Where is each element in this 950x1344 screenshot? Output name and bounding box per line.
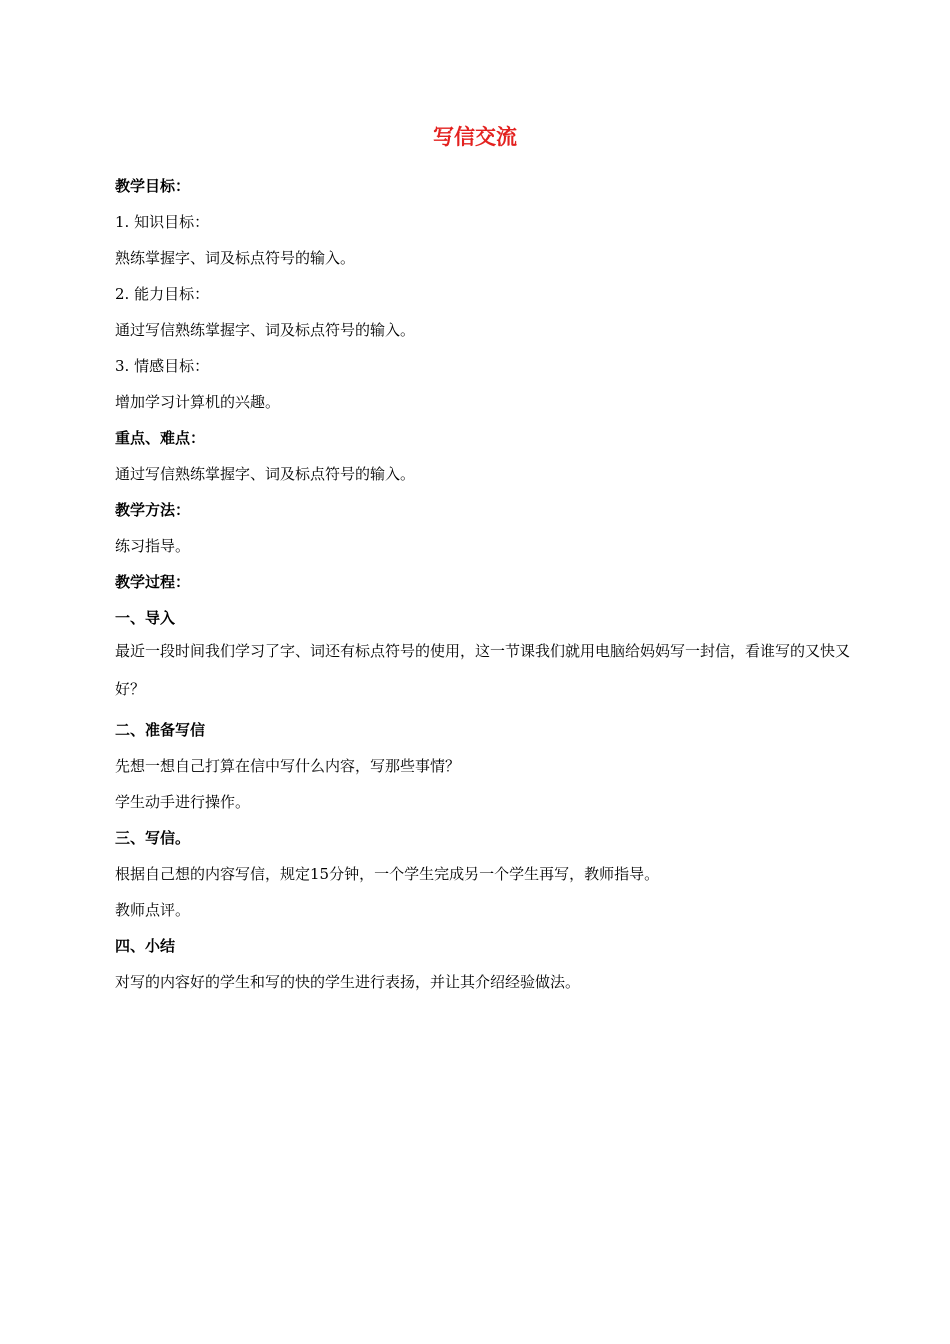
teaching-method-text: 练习指导。 — [115, 537, 191, 555]
knowledge-goal-label: 1. 知识目标： — [115, 213, 210, 231]
emotion-goal-label: 3. 情感目标： — [115, 357, 210, 375]
heading-introduction: 一、导入 — [115, 609, 176, 627]
ability-goal-text: 通过写信熟练掌握字、词及标点符号的输入。 — [115, 321, 416, 339]
heading-teaching-goals: 教学目标： — [115, 177, 191, 195]
introduction-text: 最近一段时间我们学习了字、词还有标点符号的使用，这一节课我们就用电脑给妈妈写一封信，看谁写的又快又好？ — [115, 642, 851, 698]
heading-teaching-method: 教学方法： — [115, 501, 191, 519]
heading-key-points: 重点、难点： — [115, 429, 206, 447]
heading-teaching-process: 教学过程： — [115, 573, 191, 591]
write-letter-text: 根据自己想的内容写信，规定15分钟，一个学生完成另一个学生再写，教师指导。 — [115, 865, 660, 883]
student-operation-text: 学生动手进行操作。 — [115, 793, 251, 811]
key-points-text: 通过写信熟练掌握字、词及标点符号的输入。 — [115, 465, 416, 483]
prepare-letter-text: 先想一想自己打算在信中写什么内容，写那些事情？ — [115, 757, 461, 775]
heading-prepare-letter: 二、准备写信 — [115, 721, 206, 739]
document-title: 写信交流 — [433, 125, 517, 149]
heading-write-letter: 三、写信。 — [115, 829, 191, 847]
teacher-comment-text: 教师点评。 — [115, 901, 191, 919]
knowledge-goal-text: 熟练掌握字、词及标点符号的输入。 — [115, 249, 356, 267]
emotion-goal-text: 增加学习计算机的兴趣。 — [115, 393, 281, 411]
ability-goal-label: 2. 能力目标： — [115, 285, 210, 303]
heading-summary: 四、小结 — [115, 937, 176, 955]
summary-text: 对写的内容好的学生和写的快的学生进行表扬，并让其介绍经验做法。 — [115, 973, 581, 991]
